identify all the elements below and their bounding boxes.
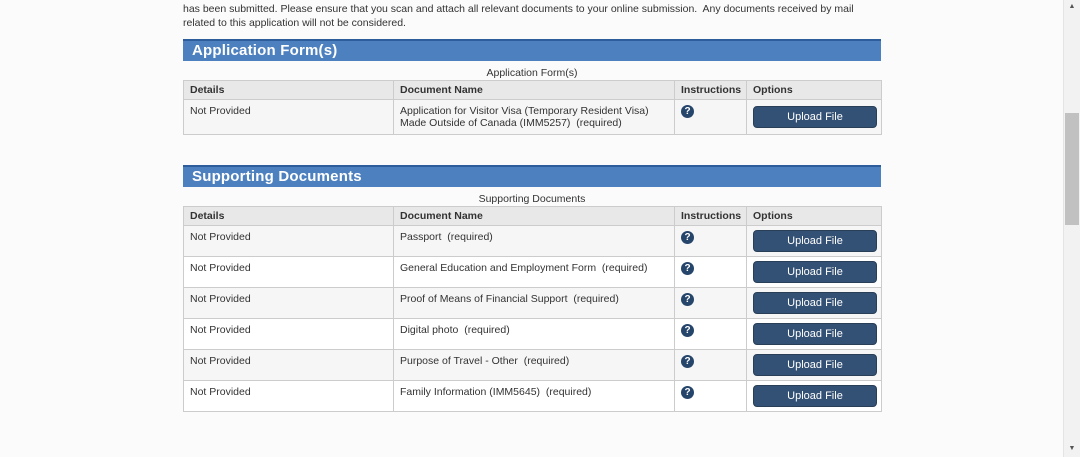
document-row [184,288,882,319]
section-header-bar [183,39,881,61]
scrollbar-thumb[interactable] [1065,113,1079,225]
options-cell [747,319,882,350]
instructions-cell [675,350,747,381]
instructions-cell [675,226,747,257]
help-icon[interactable]: ? [681,324,694,337]
column-header-document-name: Document Name [394,207,675,226]
instructions-cell [675,257,747,288]
upload-file-button[interactable]: Upload File [753,230,877,252]
section-title: Supporting Documents [192,168,362,185]
sections-container [183,39,881,412]
section-header-bar [183,165,881,187]
upload-file-button[interactable]: Upload File [753,292,877,314]
options-cell [747,257,882,288]
column-header-instructions: Instructions [675,207,747,226]
details-cell: Not Provided [184,100,394,135]
intro-text: has been submitted. Please ensure that you scan and attach all relevant documents to your online submission. Any documents received by mail related to this application will not be considered. [183,3,857,29]
options-cell [747,381,882,412]
column-header-details: Details [184,81,394,100]
details-cell: Not Provided [184,381,394,412]
column-header-document-name: Document Name [394,81,675,100]
document-section [183,165,881,412]
document-row [184,319,882,350]
document-row [184,100,882,135]
document-row [184,350,882,381]
column-header-options: Options [747,207,882,226]
upload-file-button[interactable]: Upload File [753,261,877,283]
options-cell [747,350,882,381]
document-row [184,226,882,257]
instructions-cell [675,381,747,412]
column-header-details: Details [184,207,394,226]
options-cell [747,288,882,319]
upload-file-button[interactable]: Upload File [753,323,877,345]
vertical-scrollbar[interactable] [1063,0,1080,457]
options-cell [747,226,882,257]
column-header-instructions: Instructions [675,81,747,100]
document-name-cell: General Education and Employment Form (required) [394,257,675,288]
help-icon[interactable]: ? [681,105,694,118]
section-title: Application Form(s) [192,42,338,59]
help-icon[interactable]: ? [681,293,694,306]
table-caption: Application Form(s) [486,67,578,79]
upload-file-button[interactable]: Upload File [753,106,877,128]
upload-file-button[interactable]: Upload File [753,385,877,407]
details-cell: Not Provided [184,319,394,350]
options-cell [747,100,882,135]
document-row [184,381,882,412]
document-name-cell: Purpose of Travel - Other (required) [394,350,675,381]
table-header-row [184,81,882,100]
document-section [183,39,881,135]
document-name-cell: Digital photo (required) [394,319,675,350]
table-header-row [184,207,882,226]
instructions-cell [675,319,747,350]
help-icon[interactable]: ? [681,355,694,368]
help-icon[interactable]: ? [681,386,694,399]
documents-table [183,80,882,135]
scrollbar-up-arrow-icon[interactable]: ▲ [1068,3,1076,10]
details-cell: Not Provided [184,288,394,319]
document-row [184,257,882,288]
table-caption: Supporting Documents [478,193,586,205]
documents-table [183,206,882,412]
content-column [183,0,881,442]
instructions-cell [675,288,747,319]
help-icon[interactable]: ? [681,262,694,275]
details-cell: Not Provided [184,350,394,381]
instructions-cell [675,100,747,135]
document-name-cell: Family Information (IMM5645) (required) [394,381,675,412]
scrollbar-down-arrow-icon[interactable]: ▼ [1068,445,1076,452]
upload-file-button[interactable]: Upload File [753,354,877,376]
column-header-options: Options [747,81,882,100]
document-name-cell: Passport (required) [394,226,675,257]
document-name-cell: Proof of Means of Financial Support (required) [394,288,675,319]
details-cell: Not Provided [184,257,394,288]
details-cell: Not Provided [184,226,394,257]
document-name-cell: Application for Visitor Visa (Temporary Resident Visa) Made Outside of Canada (IMM5257) (required) [394,100,675,135]
help-icon[interactable]: ? [681,231,694,244]
